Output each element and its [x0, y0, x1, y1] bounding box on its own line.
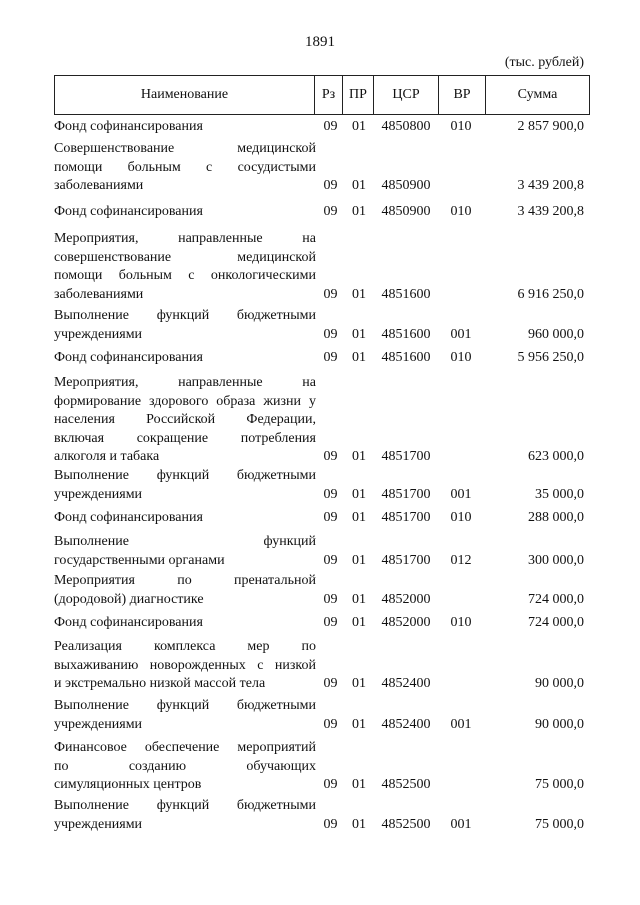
- amount: 724 000,0: [528, 615, 584, 630]
- name-line: заболеваниями: [54, 178, 144, 193]
- row-name: [54, 572, 316, 609]
- table-row: [54, 349, 590, 368]
- name-line: по созданию обучающих: [54, 758, 316, 774]
- code-rz: 09: [323, 816, 338, 832]
- code-csr: 4851700: [381, 510, 431, 525]
- name-line: и экстремально низкой массой тела: [54, 676, 266, 691]
- code-vr: 001: [450, 486, 472, 502]
- code-rz: 09: [323, 591, 338, 607]
- code-vr: 010: [450, 350, 472, 365]
- code-vr: 012: [450, 552, 472, 568]
- code-csr: 4850900: [381, 178, 431, 193]
- amount: 75 000,0: [535, 816, 584, 832]
- name-line: учреждениями: [54, 716, 143, 732]
- name-line: (дородовой) диагностике: [54, 591, 204, 607]
- code-rz: 09: [323, 615, 338, 630]
- row-name: [54, 140, 316, 196]
- units-label: (тыс. рублей): [504, 55, 584, 70]
- code-rz: 09: [323, 204, 338, 219]
- name-line: Выполнение функций бюджетными: [54, 798, 316, 813]
- name-line: учреждениями: [54, 816, 143, 832]
- code-rz: 09: [323, 286, 338, 302]
- table-row: [54, 614, 590, 633]
- name-line: Мероприятия, направленные на: [54, 375, 316, 390]
- code-rz: 09: [323, 449, 338, 464]
- amount: 90 000,0: [535, 716, 584, 732]
- code-pr: 01: [352, 350, 366, 365]
- name-line: Фонд софинансирования: [54, 204, 203, 219]
- name-line: государственными органами: [54, 552, 225, 568]
- code-csr: 4850800: [381, 119, 431, 134]
- code-csr: 4852500: [381, 816, 431, 832]
- amount: 5 956 250,0: [517, 350, 584, 365]
- code-pr: 01: [352, 552, 366, 568]
- code-rz: 09: [323, 350, 338, 365]
- code-pr: 01: [352, 449, 366, 464]
- code-vr: 001: [450, 816, 472, 832]
- code-vr: [438, 177, 484, 196]
- row-name: [54, 118, 316, 137]
- amount: 623 000,0: [528, 449, 584, 464]
- table-row: [54, 118, 590, 137]
- name-line: Реализация комплекса мер по: [54, 639, 316, 654]
- amount: 90 000,0: [535, 676, 584, 691]
- code-pr: 01: [352, 119, 366, 134]
- name-line: учреждениями: [54, 326, 143, 342]
- row-name: [54, 739, 316, 795]
- name-line: Фонд софинансирования: [54, 510, 203, 525]
- code-vr: 001: [450, 326, 472, 342]
- table-row: [54, 203, 590, 222]
- row-name: [54, 614, 316, 633]
- table-row: [54, 533, 590, 570]
- table-row: [54, 509, 590, 528]
- name-line: помощи больным с онкологическими: [54, 268, 316, 283]
- code-pr: 01: [352, 816, 366, 832]
- code-csr: 4852500: [381, 777, 431, 792]
- header-vr: ВР: [438, 76, 485, 114]
- name-line: Совершенствование медицинской: [54, 141, 316, 156]
- header-rz: Рз: [314, 76, 342, 114]
- code-vr: [438, 591, 484, 610]
- code-pr: 01: [352, 591, 366, 607]
- name-line: учреждениями: [54, 486, 143, 502]
- name-line: совершенствование медицинской: [54, 249, 316, 265]
- table-row: [54, 467, 590, 504]
- table-row: [54, 307, 590, 344]
- table-row: [54, 230, 590, 304]
- amount: 75 000,0: [535, 777, 584, 792]
- code-csr: 4852400: [381, 716, 431, 732]
- amount: 2 857 900,0: [517, 119, 584, 134]
- code-csr: 4850900: [381, 204, 431, 219]
- code-pr: 01: [352, 777, 366, 792]
- row-name: [54, 533, 316, 570]
- code-rz: 09: [323, 486, 338, 502]
- row-name: [54, 638, 316, 694]
- name-line: симуляционных центров: [54, 777, 202, 792]
- code-pr: 01: [352, 615, 366, 630]
- name-line: Мероприятия, направленные на: [54, 231, 316, 246]
- code-csr: 4852000: [381, 591, 431, 607]
- name-line: Фонд софинансирования: [54, 615, 203, 630]
- name-line: Выполнение функций бюджетными: [54, 468, 316, 483]
- code-csr: 4852000: [381, 615, 431, 630]
- code-rz: 09: [323, 716, 338, 732]
- row-name: [54, 230, 316, 304]
- amount: 288 000,0: [528, 510, 584, 525]
- header-csr: ЦСР: [373, 76, 438, 114]
- row-name: [54, 467, 316, 504]
- code-vr: 010: [450, 119, 472, 134]
- code-pr: 01: [352, 510, 366, 525]
- name-line: Фонд софинансирования: [54, 350, 203, 365]
- table-row: [54, 739, 590, 795]
- code-rz: 09: [323, 326, 338, 342]
- code-vr: 010: [450, 615, 472, 630]
- name-line: Выполнение функций: [54, 534, 316, 549]
- name-line: Выполнение функций бюджетными: [54, 698, 316, 713]
- amount: 35 000,0: [535, 486, 584, 502]
- code-vr: [438, 448, 484, 467]
- code-csr: 4851700: [381, 449, 431, 464]
- header-name: Наименование: [140, 87, 229, 102]
- amount: 6 916 250,0: [517, 286, 584, 302]
- code-csr: 4851600: [381, 286, 431, 302]
- code-vr: [438, 776, 484, 795]
- code-vr: [438, 675, 484, 694]
- amount: 960 000,0: [528, 326, 584, 342]
- code-vr: 001: [450, 716, 472, 732]
- amount: 724 000,0: [528, 591, 584, 607]
- name-line: населения Российской Федерации,: [54, 412, 316, 427]
- code-vr: 010: [450, 204, 472, 219]
- name-line: формирование здорового образа жизни у: [54, 393, 316, 409]
- code-pr: 01: [352, 716, 366, 732]
- header-pr: ПР: [342, 76, 373, 114]
- row-name: [54, 374, 316, 467]
- name-line: выхаживанию новорожденных с низкой: [54, 657, 316, 673]
- row-name: [54, 797, 316, 834]
- code-pr: 01: [352, 676, 366, 691]
- code-rz: 09: [323, 178, 338, 193]
- code-csr: 4851700: [381, 552, 431, 568]
- amount: 3 439 200,8: [517, 204, 584, 219]
- name-line: включая сокращение потребления: [54, 430, 316, 446]
- code-csr: 4851600: [381, 326, 431, 342]
- table-row: [54, 638, 590, 694]
- table-row: [54, 572, 590, 609]
- name-line: Финансовое обеспечение мероприятий: [54, 740, 316, 755]
- name-line: Выполнение функций бюджетными: [54, 308, 316, 323]
- code-pr: 01: [352, 178, 366, 193]
- row-name: [54, 307, 316, 344]
- code-pr: 01: [352, 204, 366, 219]
- row-name: [54, 697, 316, 734]
- amount: 300 000,0: [528, 552, 584, 568]
- name-line: алкоголя и табака: [54, 449, 160, 464]
- code-pr: 01: [352, 486, 366, 502]
- code-vr: [438, 286, 484, 305]
- table-row: [54, 797, 590, 834]
- code-csr: 4852400: [381, 676, 431, 691]
- row-name: [54, 203, 316, 222]
- row-name: [54, 509, 316, 528]
- page-number: 1891: [305, 34, 335, 50]
- code-rz: 09: [323, 777, 338, 792]
- code-csr: 4851600: [381, 350, 431, 365]
- code-rz: 09: [323, 510, 338, 525]
- header-sum: Сумма: [485, 76, 589, 114]
- name-line: Фонд софинансирования: [54, 119, 203, 134]
- code-rz: 09: [323, 119, 338, 134]
- name-line: заболеваниями: [54, 286, 144, 302]
- code-rz: 09: [323, 676, 338, 691]
- row-name: [54, 349, 316, 368]
- table-row: [54, 697, 590, 734]
- amount: 3 439 200,8: [517, 178, 584, 193]
- name-line: помощи больным с сосудистыми: [54, 159, 316, 175]
- name-line: Мероприятия по пренатальной: [54, 573, 316, 588]
- table-row: [54, 374, 590, 467]
- code-pr: 01: [352, 326, 366, 342]
- code-pr: 01: [352, 286, 366, 302]
- table-header: [54, 75, 590, 115]
- code-vr: 010: [450, 510, 472, 525]
- table-row: [54, 140, 590, 196]
- code-rz: 09: [323, 552, 338, 568]
- code-csr: 4851700: [381, 486, 431, 502]
